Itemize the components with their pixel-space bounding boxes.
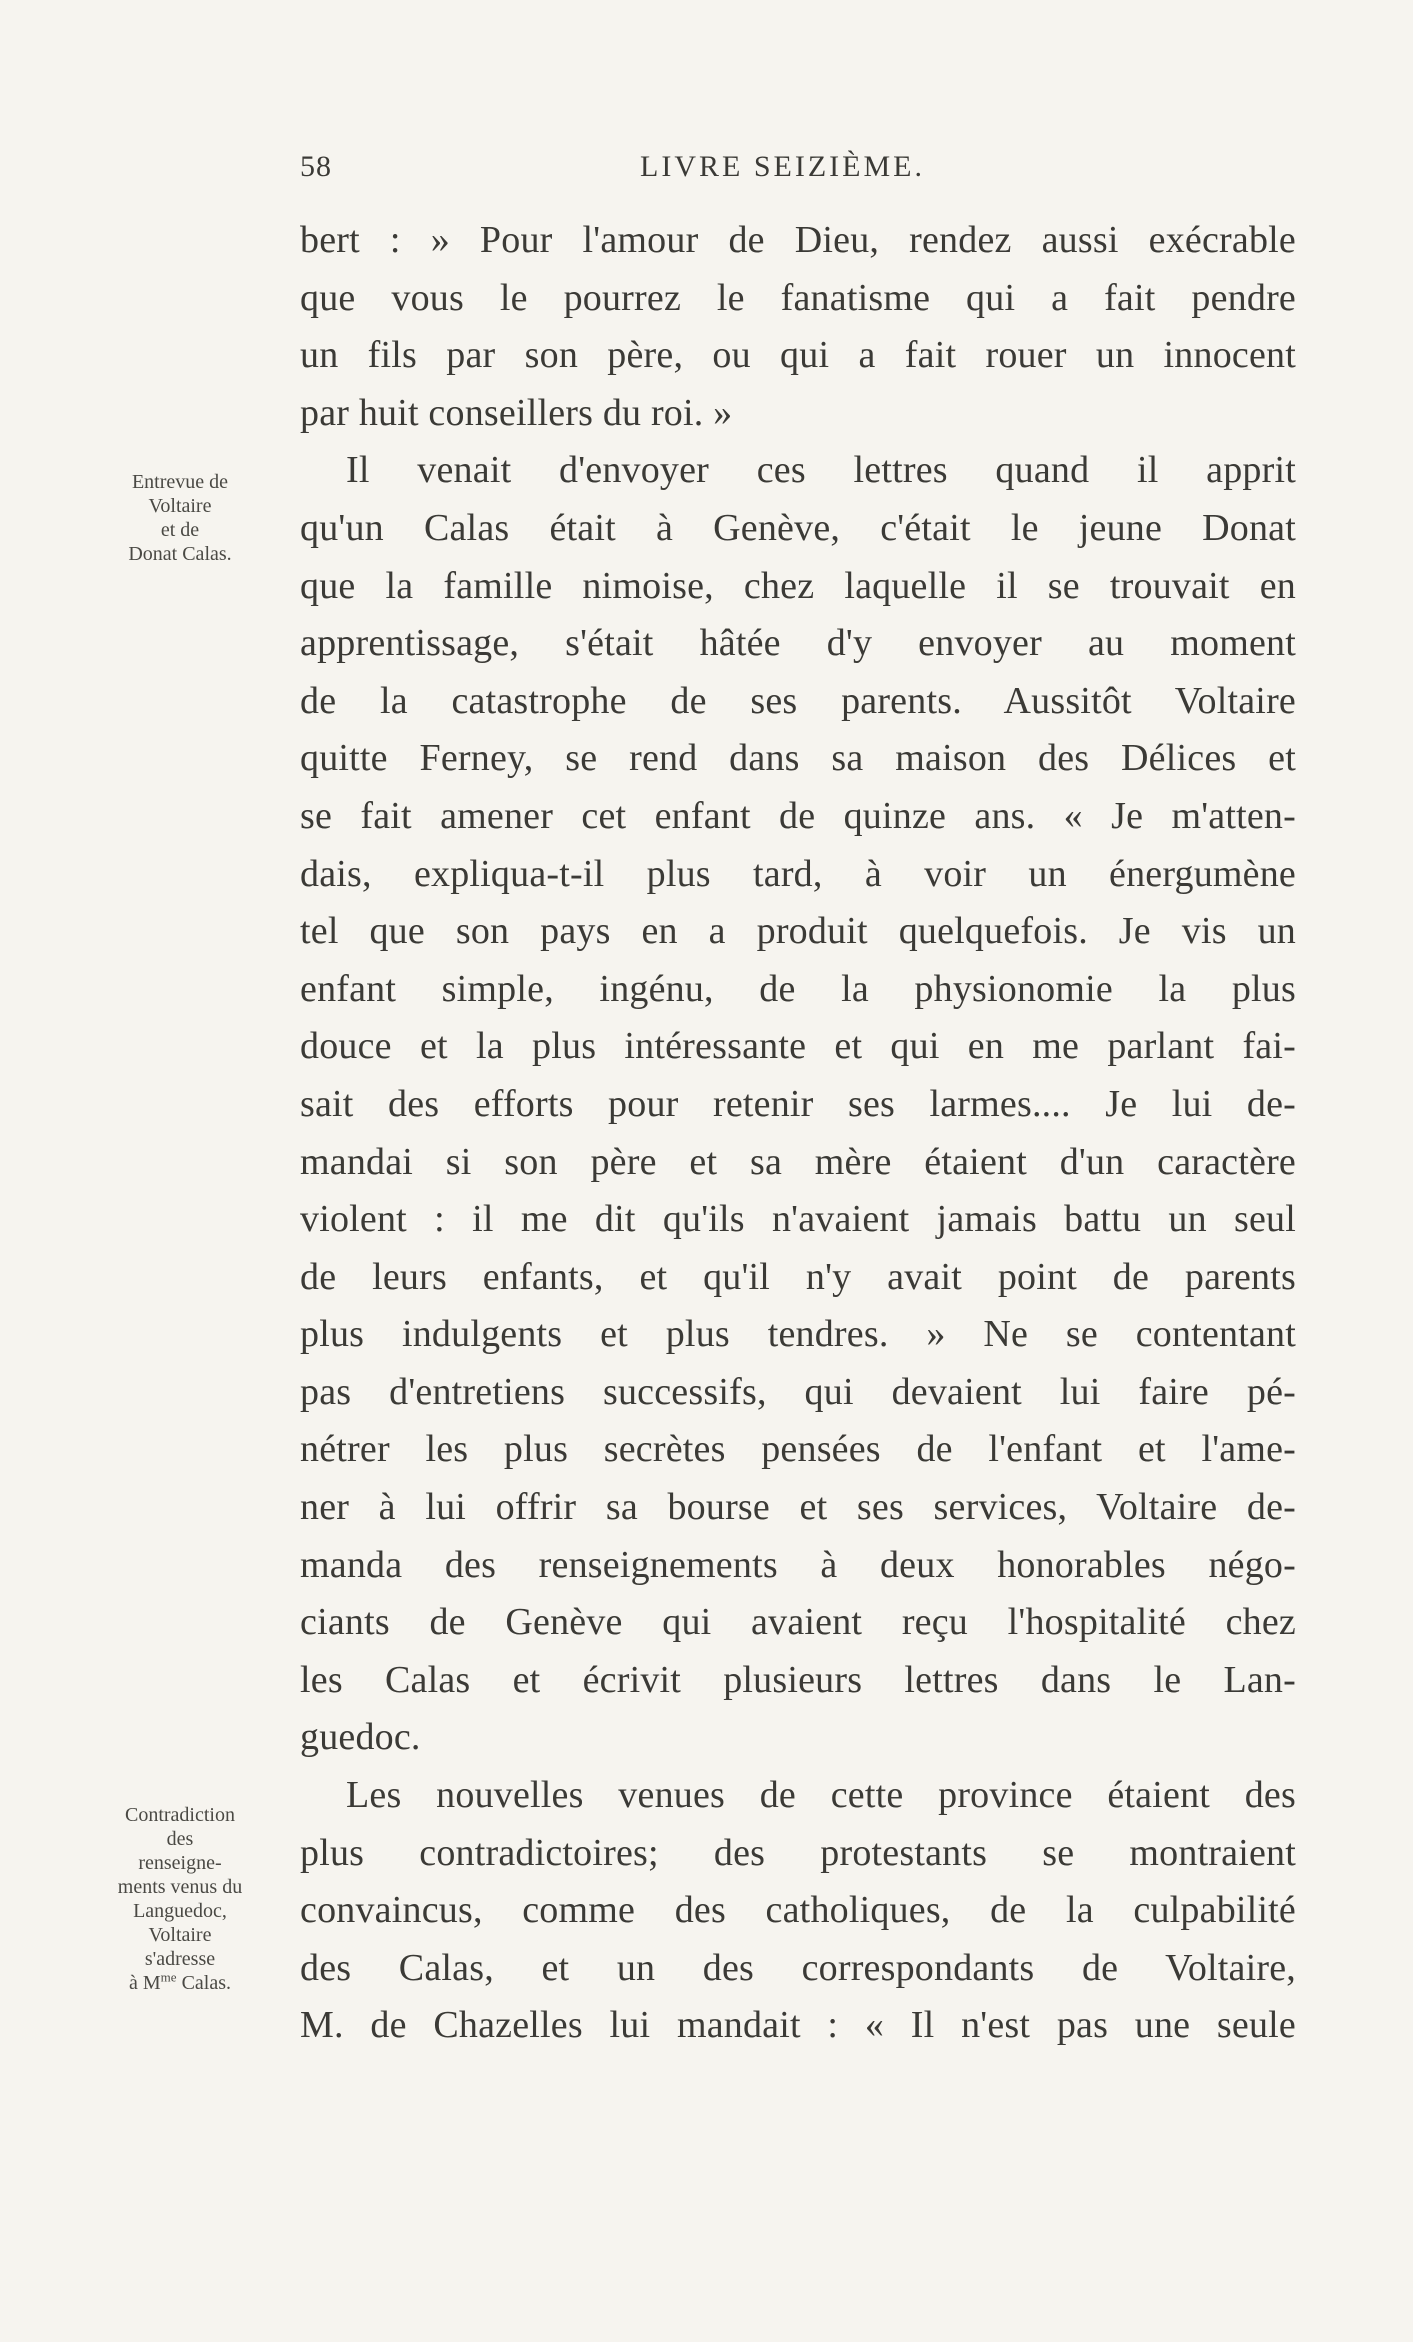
margin-note-line: Donat Calas. — [128, 543, 232, 565]
text-line: que vous le pourrez le fanatisme qui a fait pendre — [300, 276, 1296, 319]
margin-note-donat-calas — [90, 470, 270, 566]
margin-note-text: à M — [129, 1972, 161, 1994]
text-line: dais, expliqua-t-il plus tard, à voir un énergumène — [300, 852, 1296, 895]
text-line: bert : » Pour l'amour de Dieu, rendez aussi exécrable — [300, 219, 1296, 261]
margin-note-line: Languedoc, — [133, 1900, 227, 1922]
text-line: manda des renseignements à deux honorables négo- — [300, 1543, 1296, 1586]
text-line: ner à lui offrir sa bourse et ses services, Voltaire de- — [300, 1486, 1296, 1529]
text-line: violent : il me dit qu'ils n'avaient jamais battu un seul — [300, 1198, 1296, 1241]
text-line: un fils par son père, ou qui a fait rouer un innocent — [300, 334, 1296, 377]
margin-note-line: Entrevue de — [131, 471, 229, 493]
text-line: tel que son pays en a produit quelquefois. Je vis un — [300, 910, 1296, 953]
text-line: de la catastrophe de ses parents. Aussitôt Voltaire — [300, 679, 1296, 722]
text-line: Les nouvelles venues de cette province étaient des — [346, 1774, 1296, 1817]
text-line: pas d'entretiens successifs, qui devaient lui faire pé- — [300, 1370, 1296, 1413]
text-line: que la famille nimoise, chez laquelle il se trouvait en — [300, 564, 1296, 607]
text-line: mandai si son père et sa mère étaient d'un caractère — [300, 1140, 1296, 1183]
body-text — [300, 212, 1296, 2055]
text-line: des Calas, et un des correspondants de Voltaire, — [300, 1946, 1296, 1989]
text-line: plus indulgents et plus tendres. » Ne se contentant — [300, 1313, 1296, 1356]
text-line: Il venait d'envoyer ces lettres quand il apprit — [346, 449, 1296, 492]
margin-note-line — [90, 1971, 270, 1995]
margin-note-line: ments venus du — [117, 1876, 243, 1898]
text-line: qu'un Calas était à Genève, c'était le jeune Donat — [300, 506, 1296, 549]
margin-note-line: renseigne- — [138, 1852, 222, 1874]
margin-note-line: des — [166, 1828, 194, 1850]
page-header — [300, 150, 1300, 190]
text-line: enfant simple, ingénu, de la physionomie la plus — [300, 967, 1296, 1010]
margin-note-line: et de — [160, 519, 200, 541]
margin-note-text: Calas. — [176, 1972, 231, 1994]
text-line: convaincus, comme des catholiques, de la culpabilité — [300, 1889, 1296, 1932]
text-line: plus contradictoires; des protestants se montraient — [300, 1831, 1296, 1874]
text-line: M. de Chazelles lui mandait : « Il n'est pas une seule — [300, 2004, 1296, 2047]
running-title: LIVRE SEIZIÈME. — [640, 150, 925, 183]
text-line: se fait amener cet enfant de quinze ans. « Je m'atten- — [300, 794, 1296, 837]
text-line: apprentissage, s'était hâtée d'y envoyer au moment — [300, 622, 1296, 665]
page-number: 58 — [300, 150, 332, 183]
margin-note-line: Voltaire — [148, 495, 212, 517]
text-line: les Calas et écrivit plusieurs lettres dans le Lan- — [300, 1658, 1296, 1701]
text-line: nétrer les plus secrètes pensées de l'enfant et l'ame- — [300, 1428, 1296, 1471]
text-line: quitte Ferney, se rend dans sa maison des Délices et — [300, 737, 1296, 780]
text-line: ciants de Genève qui avaient reçu l'hospitalité chez — [300, 1601, 1296, 1644]
text-line: sait des efforts pour retenir ses larmes.... Je lui de- — [300, 1082, 1296, 1125]
text-line: de leurs enfants, et qu'il n'y avait point de parents — [300, 1255, 1296, 1298]
margin-note-line: s'adresse — [144, 1948, 216, 1970]
margin-note-contradiction — [90, 1803, 270, 1995]
margin-note-line: Contradiction — [125, 1804, 235, 1826]
superscript: me — [160, 1969, 177, 1985]
text-line: par huit conseillers du roi. » — [300, 391, 733, 434]
margin-note-line: Voltaire — [148, 1924, 212, 1946]
text-line: guedoc. — [300, 1716, 421, 1759]
text-line: douce et la plus intéressante et qui en me parlant fai- — [300, 1025, 1296, 1068]
